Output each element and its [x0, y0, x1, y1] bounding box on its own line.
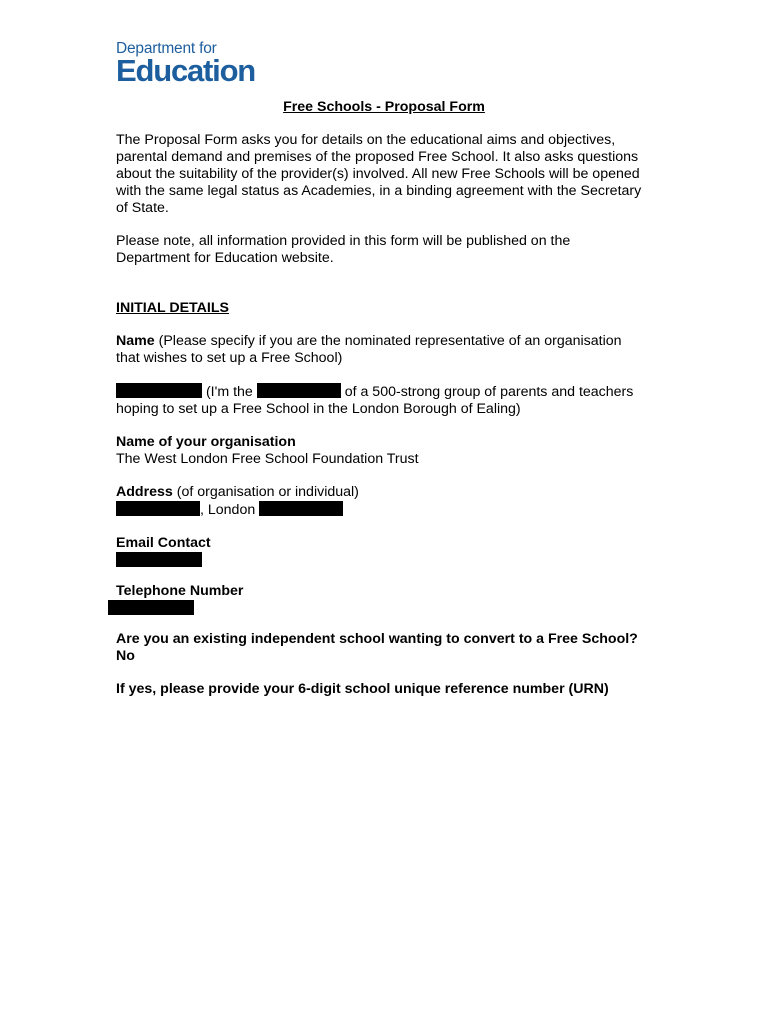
address-value-part: , London — [200, 502, 260, 518]
email-label: Email Contact — [116, 535, 211, 551]
intro-paragraph-1: The Proposal Form asks you for details on the educational aims and objectives, parental demand and premises of the proposed Free School. It also asks questions about the suitability of the provider(s) involved. All new Free Schools will be opened with the same legal status as Academies, in a binding agreement with the Secretary of State. — [116, 132, 642, 216]
address-value — [116, 501, 646, 519]
logo-line-education: Education — [116, 53, 256, 88]
logo-line-department: Department for — [116, 40, 217, 57]
redacted-block — [116, 383, 202, 398]
address-label: Address — [116, 484, 173, 500]
redacted-block — [108, 600, 194, 615]
name-label: Name — [116, 333, 155, 349]
telephone-field — [116, 583, 646, 615]
document-body — [116, 99, 646, 698]
name-answer-part2: of a 500-strong group of parents and teachers hoping to set up a Free School in the London Borough of Ealing) — [116, 384, 634, 417]
urn-question: If yes, please provide your 6-digit school unique reference number (URN) — [116, 681, 609, 697]
name-answer — [116, 383, 646, 418]
independent-question: Are you an existing independent school wanting to convert to a Free School? — [116, 631, 638, 647]
intro-paragraph-2: Please note, all information provided in this form will be published on the Department for Education website. — [116, 233, 571, 266]
name-answer-part1: (I'm the — [202, 384, 257, 400]
telephone-label: Telephone Number — [116, 583, 244, 599]
section-heading: INITIAL DETAILS — [116, 300, 229, 316]
organisation-value: The West London Free School Foundation Trust — [116, 451, 419, 467]
redacted-block — [257, 383, 341, 398]
name-hint: (Please specify if you are the nominated representative of an organisation that wishes to set up a Free School) — [116, 333, 622, 366]
independent-field — [116, 631, 646, 665]
independent-answer: No — [116, 648, 135, 664]
address-hint: (of organisation or individual) — [172, 484, 359, 500]
redacted-block — [116, 552, 202, 567]
organisation-field — [116, 434, 646, 468]
dfe-logo — [116, 40, 256, 88]
name-question — [116, 333, 646, 367]
redacted-block — [116, 501, 200, 516]
address-field — [116, 484, 646, 519]
redacted-block — [259, 501, 343, 516]
email-field — [116, 535, 646, 567]
address-question — [116, 484, 646, 501]
organisation-label: Name of your organisation — [116, 434, 296, 450]
page-title: Free Schools - Proposal Form — [283, 99, 485, 115]
